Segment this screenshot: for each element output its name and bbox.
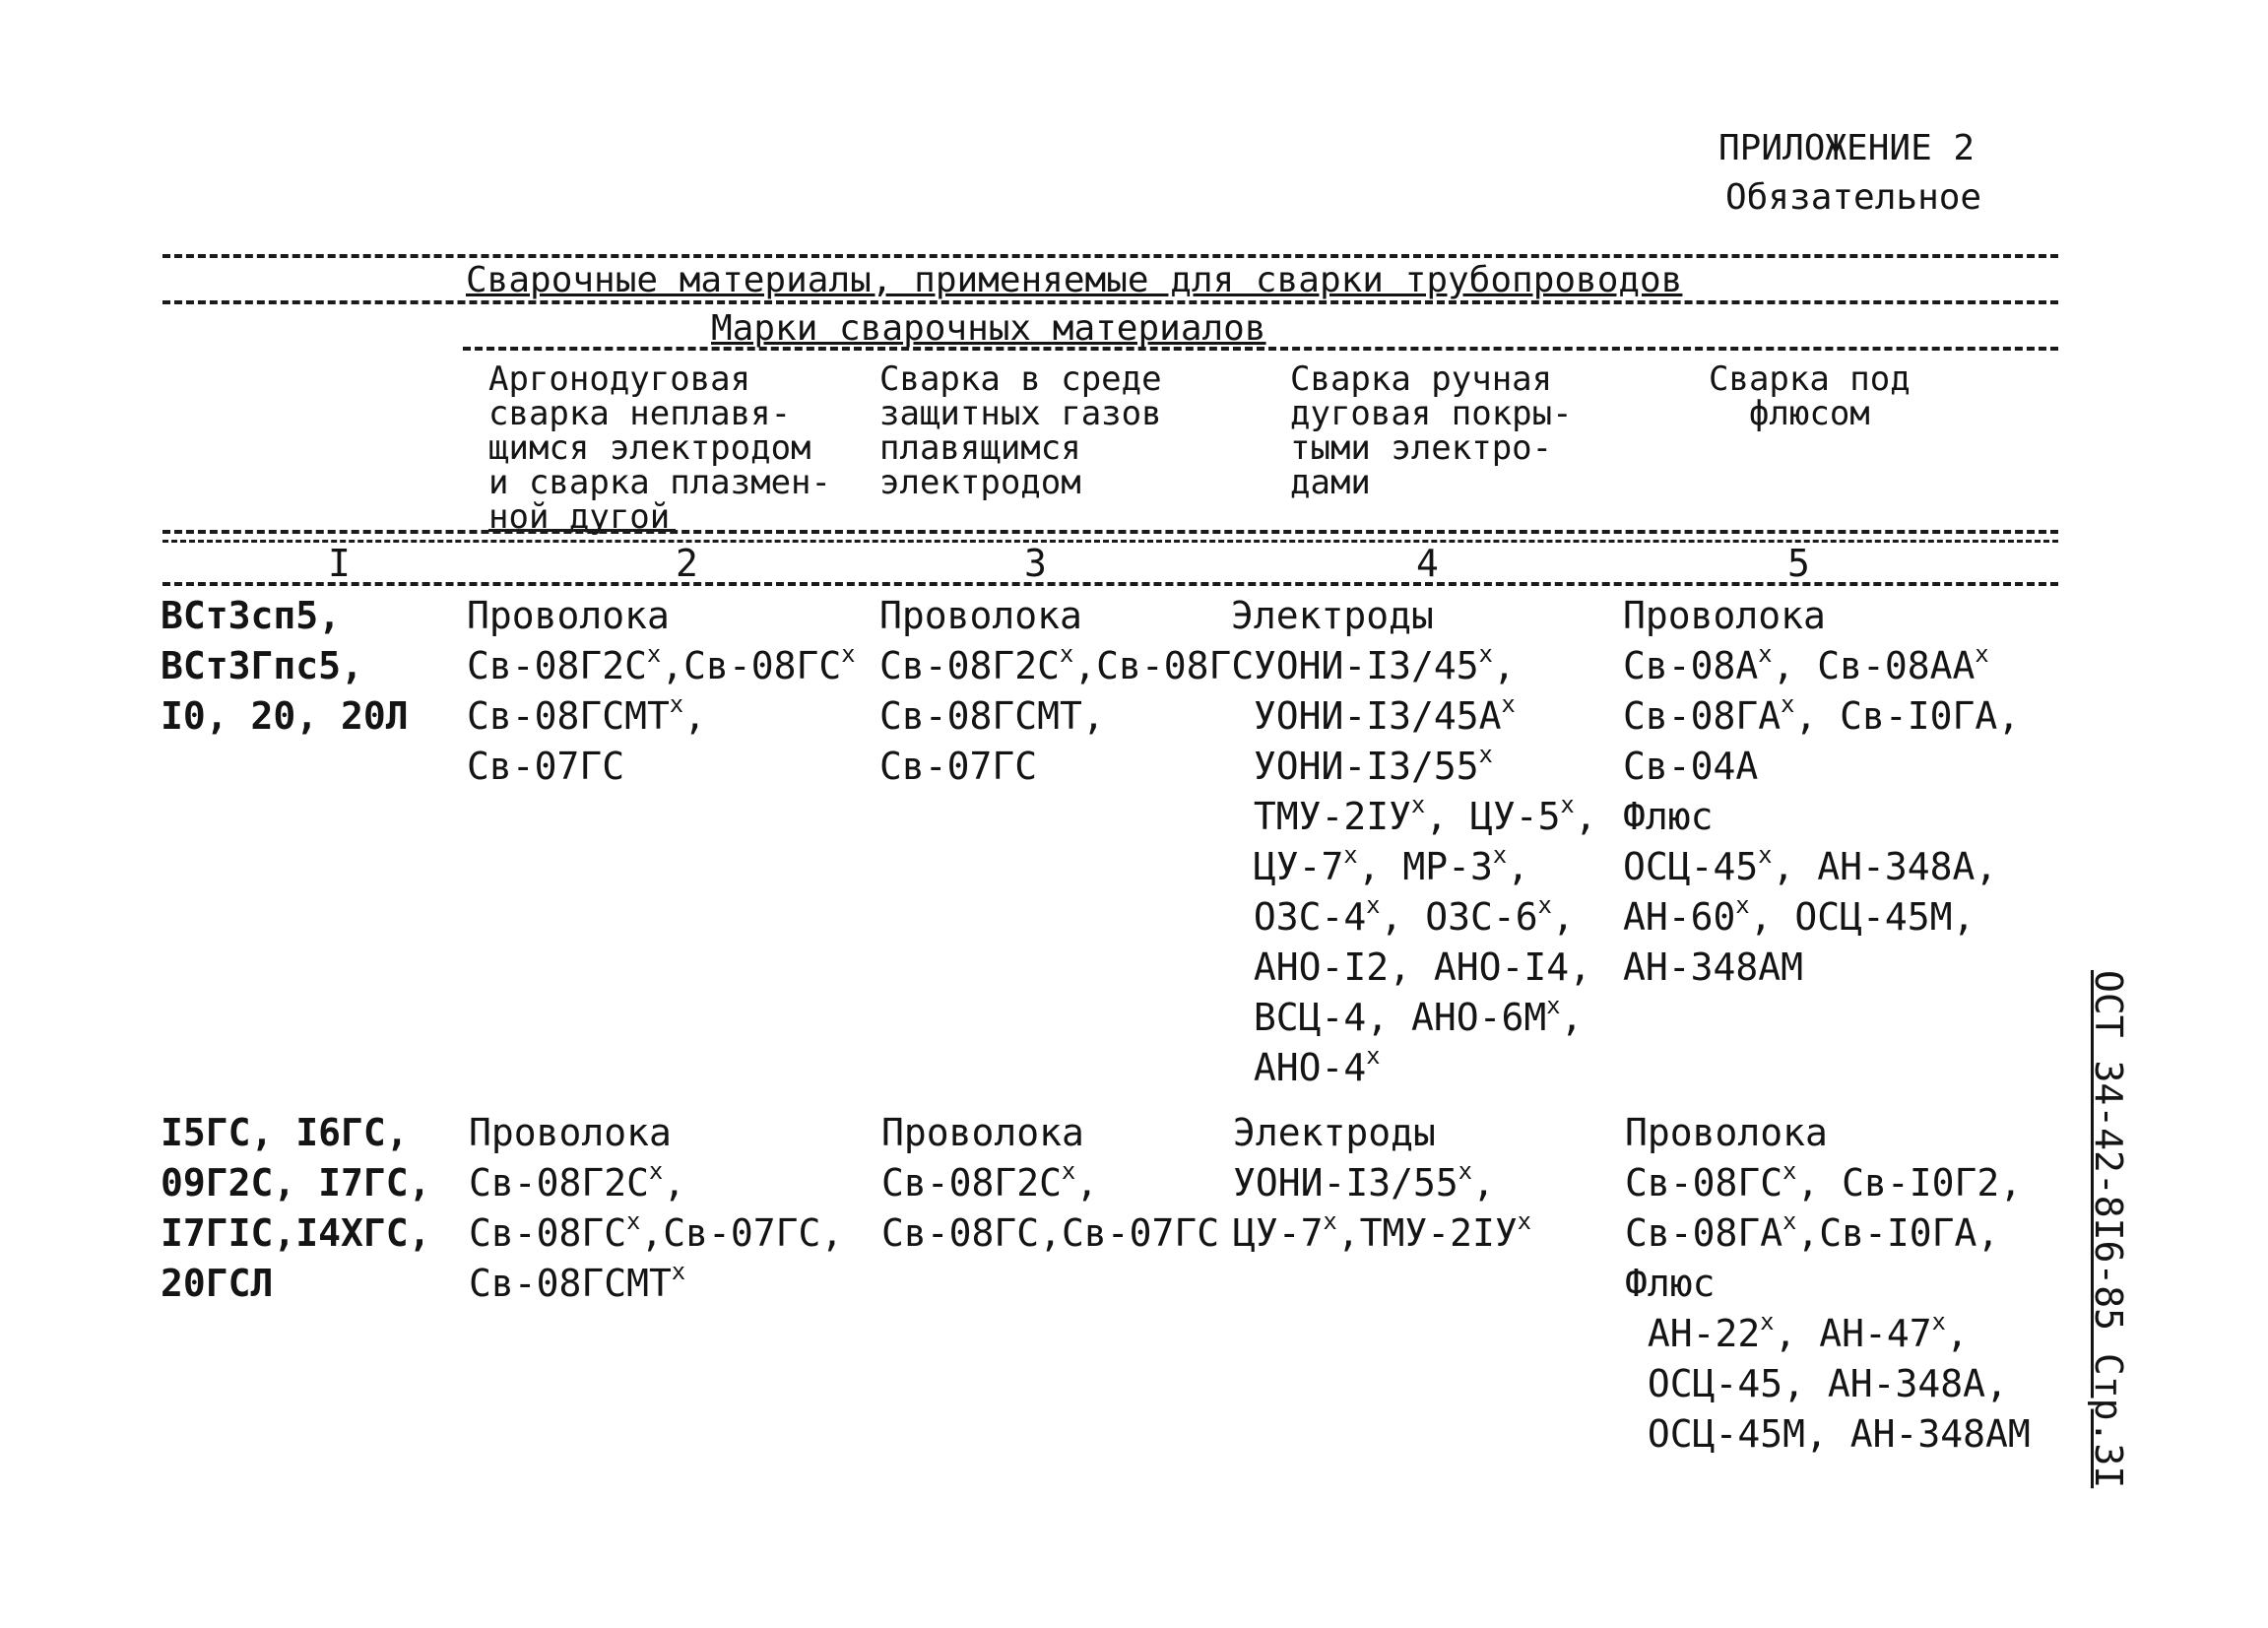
superscript-mark: x: [669, 689, 684, 718]
cell-line: Св-08ГСМТ$^x$,: [467, 689, 706, 738]
cell-line: Св-08ГСМТ,: [879, 694, 1105, 738]
cell-line: ВСт3сп5,: [161, 594, 342, 637]
cell-line: $Св-08Г2С^x$,: [881, 1156, 1099, 1205]
cell-line: ОСЦ-45$^x$, АН-348А,: [1623, 840, 1998, 888]
cell-line: Проволока: [879, 594, 1082, 637]
cell-line: $Св-08ГА^x,Св-I0ГА$,: [1625, 1206, 2000, 1255]
cell-line: АН-348АМ: [1623, 945, 1804, 989]
cell-line: Флюс: [1625, 1262, 1716, 1305]
superscript-mark: x: [1760, 1307, 1775, 1335]
cell-line: ОЗС-4$^x$, ОЗС-6$^x$,: [1231, 890, 1575, 939]
superscript-mark: x: [649, 1156, 664, 1185]
cell-line: Проволока: [881, 1111, 1084, 1154]
superscript-mark: x: [1781, 689, 1795, 718]
cell-line: $ЦУ-7^x,ТМУ-2IУ^x$: [1233, 1206, 1531, 1255]
appendix-label: ПРИЛОЖЕНИЕ 2: [1718, 128, 1976, 168]
cell-line: АН-22$^x$, АН-47$^x$,: [1625, 1307, 1969, 1355]
cell-line: УОНИ-I3/55$^x$,: [1233, 1156, 1495, 1205]
row1-manual-arc-electrodes: [1231, 591, 1597, 1093]
row2-argon-arc-materials: [469, 1108, 843, 1309]
superscript-mark: x: [1782, 1156, 1797, 1185]
superscript-mark: x: [1492, 840, 1508, 869]
superscript-mark: x: [1560, 790, 1575, 818]
superscript-mark: x: [841, 639, 856, 668]
cell-line: Проволока: [469, 1111, 672, 1154]
table-title: Сварочные материалы, применяемые для сварки трубопроводов: [466, 260, 1683, 300]
cell-line: ВСт3Гпс5,: [161, 644, 363, 687]
row1-argon-arc-materials: [467, 591, 855, 792]
col-header-4: Сварка ручная дуговая покры- тыми электро- дами: [1290, 359, 1573, 502]
cell-line: АН-60$^x$, ОСЦ-45М,: [1623, 890, 1976, 939]
superscript-mark: x: [1782, 1206, 1797, 1235]
table-top-rule: [162, 254, 2058, 258]
cell-line: $Св-08ГС^x,Св-07ГС$,: [469, 1206, 844, 1255]
cell-line: ОСЦ-45М, АН-348АМ: [1625, 1412, 2031, 1456]
col-number-2: 2: [676, 542, 698, 585]
mandatory-label: Обязательное: [1725, 177, 1982, 218]
col-header-2: Аргонодуговая сварка неплавя- щимся электродом и сварка плазмен- ной дугой: [488, 359, 831, 537]
cell-line: 09Г2С, I7ГС,: [161, 1161, 431, 1205]
cell-line: $Св-08ГА^x$, Св-I0ГА,: [1623, 689, 2021, 738]
cell-line: ВСЦ-4, АНО-$6М^x$,: [1231, 991, 1584, 1039]
superscript-mark: x: [1062, 1156, 1076, 1185]
cell-line: Проволока: [467, 594, 670, 637]
cell-line: I7ГIС,I4ХГС,: [161, 1211, 431, 1255]
cell-line: Флюс: [1623, 795, 1714, 838]
cell-line: Электроды: [1231, 594, 1434, 637]
cell-line: $Св-08А^x$, $Св-08АА^x$: [1623, 639, 1989, 687]
table-subtitle: Марки сварочных материалов: [711, 308, 1266, 349]
cell-line: I0, 20, 20Л: [161, 694, 409, 738]
superscript-mark: x: [1323, 1206, 1337, 1235]
superscript-mark: x: [1517, 1206, 1531, 1235]
superscript-mark: x: [1735, 890, 1750, 919]
superscript-mark: x: [1758, 840, 1773, 869]
numbers-bottom-rule: [162, 582, 2058, 586]
col-header-3: Сварка в среде защитных газов плавящимся электродом: [879, 359, 1162, 502]
row1-submerged-arc-materials: [1623, 591, 2020, 993]
superscript-mark: x: [1478, 740, 1493, 768]
superscript-mark: x: [1537, 890, 1552, 919]
cell-line: $Св-08Г2С^x$,: [469, 1156, 686, 1205]
header-bottom-rule-2: [162, 540, 2058, 543]
col-header-5: Сварка под флюсом: [1709, 359, 1911, 433]
superscript-mark: x: [626, 1206, 641, 1235]
cell-line: Проволока: [1623, 594, 1826, 637]
cell-line: ТМУ-$2IУ^x$, ЦУ-5$^x$,: [1231, 790, 1597, 838]
superscript-mark: x: [647, 639, 662, 668]
cell-line: АНО-4$^x$: [1231, 1041, 1381, 1089]
superscript-mark: x: [1501, 689, 1516, 718]
cell-line: Св-07ГС: [879, 745, 1038, 788]
superscript-mark: x: [1366, 890, 1381, 919]
cell-line: АНО-I2, АНО-I4,: [1231, 945, 1592, 989]
cell-line: Электроды: [1233, 1111, 1436, 1154]
superscript-mark: x: [1931, 1307, 1946, 1335]
col-number-3: 3: [1024, 542, 1047, 585]
superscript-mark: x: [1060, 639, 1074, 668]
row1-shielding-gas-materials: [879, 591, 1254, 792]
superscript-mark: x: [1546, 991, 1561, 1019]
row2-submerged-arc-materials: [1625, 1108, 2031, 1460]
cell-line: Св-08ГС,Св-07ГС: [881, 1211, 1220, 1255]
cell-line: I5ГС, I6ГС,: [161, 1111, 409, 1154]
cell-line: $Св-08Г2С^x,Св-08ГС^x$: [467, 639, 856, 687]
superscript-mark: x: [1975, 639, 1989, 668]
cell-line: Св-04А: [1623, 745, 1759, 788]
row2-manual-arc-electrodes: [1233, 1108, 1531, 1259]
title-bottom-rule: [162, 300, 2058, 304]
cell-line: УОНИ-I3/55$^x$: [1231, 740, 1493, 788]
superscript-mark: x: [1343, 840, 1358, 869]
cell-line: Св-07ГС: [467, 745, 625, 788]
cell-line: 20ГСЛ: [161, 1262, 274, 1305]
cell-line: УОНИ-$I3/45А^x$: [1231, 689, 1516, 738]
col-number-4: 4: [1416, 542, 1439, 585]
row2-steel-grades: [161, 1108, 431, 1309]
row2-shielding-gas-materials: [881, 1108, 1219, 1259]
header-bottom-rule: [162, 530, 2058, 534]
cell-line: УОНИ-I3/45$^x$,: [1231, 639, 1516, 687]
cell-line: ЦУ-7$^x$, МР-3$^x$,: [1231, 840, 1529, 888]
superscript-mark: x: [1758, 639, 1773, 668]
cell-line: $Св-08Г2С^x,Св-08ГС$: [879, 639, 1255, 687]
superscript-mark: x: [1366, 1041, 1381, 1070]
cell-line: $Св-08ГС^x$, Св-I0Г2,: [1625, 1156, 2023, 1205]
superscript-mark: x: [1478, 639, 1493, 668]
superscript-mark: x: [1411, 790, 1426, 818]
row1-steel-grades: [161, 591, 409, 742]
side-document-code: ОСТ 34-42-8I6-85 Стр.3I: [2087, 970, 2130, 1489]
superscript-mark: x: [671, 1257, 686, 1285]
cell-line: ОСЦ-45, АН-348А,: [1625, 1362, 2008, 1405]
cell-line: Св-08ГСМТ$^x$: [469, 1257, 686, 1305]
col-number-5: 5: [1787, 542, 1810, 585]
cell-line: Проволока: [1625, 1111, 1828, 1154]
superscript-mark: x: [1458, 1156, 1472, 1185]
col-number-1: I: [328, 542, 351, 585]
col-header-2-underline: [488, 529, 676, 532]
